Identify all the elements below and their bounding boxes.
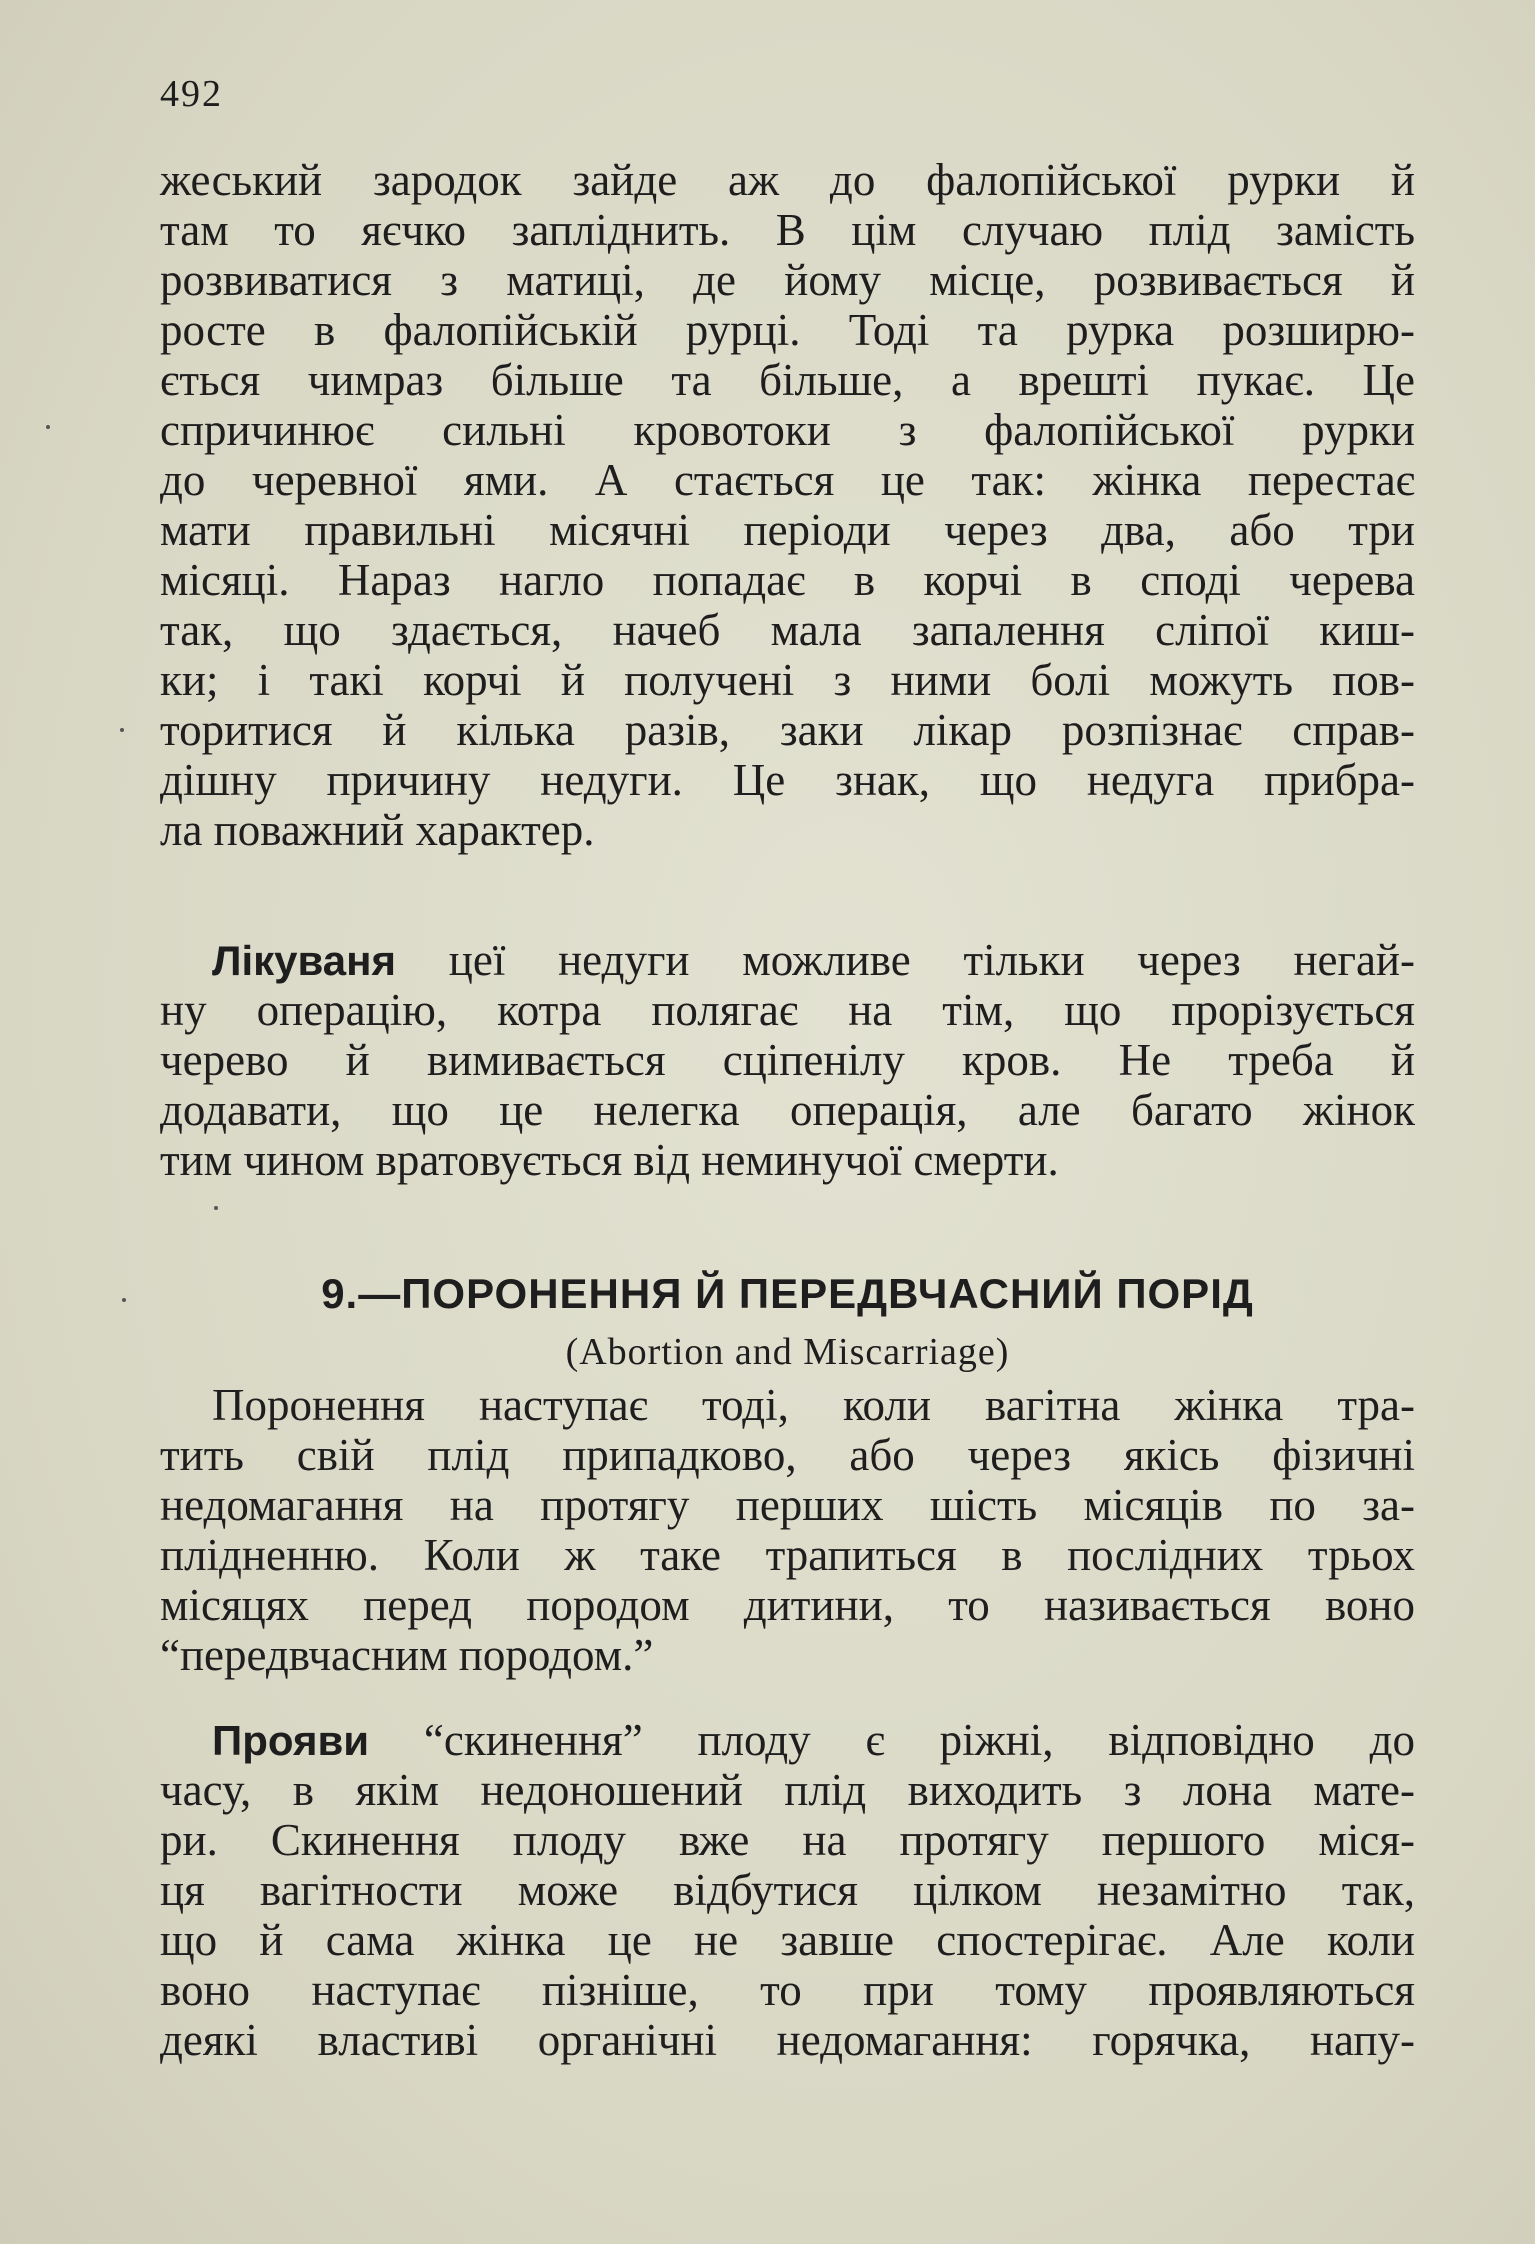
text-line: черево й вимивається сціпенілу кров. Не треба й [160, 1035, 1415, 1085]
text-line: плідненню. Коли ж таке трапиться в послідних трьох [160, 1530, 1415, 1580]
text-line [160, 935, 1415, 985]
text-line: тим чином вратовується від неминучої смерти. [160, 1135, 1059, 1185]
text-line: мати правильні місячні періоди через два, або три [160, 505, 1415, 555]
section2-paragraph [160, 1380, 1415, 1680]
print-speck [122, 1298, 126, 1302]
text-line: ри. Скинення плоду вже на протягу першого міся- [160, 1815, 1415, 1865]
text-line: так, що здається, начеб мала запалення сліпої киш- [160, 605, 1415, 655]
treatment-term: Лікуваня [212, 937, 397, 984]
section-subheading: (Abortion and Miscarriage) [565, 1331, 1010, 1373]
text-line: спричинює сильні кровотоки з фалопійської рурки [160, 405, 1415, 455]
text-line: недомагання на протягу перших шість місяців по за- [160, 1480, 1415, 1530]
text-line: ється чимраз більше та більше, а врешті пукає. Це [160, 355, 1415, 405]
treatment-paragraph [160, 935, 1415, 1185]
text-line: там то яєчко заплiднить. В цім случаю плід замість [160, 205, 1415, 255]
text-line: торитися й кілька разів, заки лікар розпізнає справ- [160, 705, 1415, 755]
section1-paragraph [160, 155, 1415, 855]
text-line: воно наступає пізніше, то при тому проявляються [160, 1965, 1415, 2015]
text-line: часу, в якім недоношений плід виходить з лона мате- [160, 1765, 1415, 1815]
text-line: росте в фалопійській рурці. Тоді та рурка розширю- [160, 305, 1415, 355]
text-line: додавати, що це нелегка операція, але багато жінок [160, 1085, 1415, 1135]
text-line: місяцях перед породом дитини, то називається воно [160, 1580, 1415, 1630]
text-line: ки; і такі корчі й получені з ними болі можуть пов- [160, 655, 1415, 705]
text-line: ла поважний характер. [160, 805, 595, 855]
text-line: деякі властиві органічні недомагання: горячка, напу- [160, 2015, 1415, 2065]
symptoms-first-line: “скинення” плоду є ріжні, відповідно до [369, 1715, 1415, 1765]
text-line: що й сама жінка це не завше спостерігає. Але коли [160, 1915, 1415, 1965]
print-speck [120, 728, 124, 732]
text-line: розвиватися з матиці, де йому місце, розвивається й [160, 255, 1415, 305]
symptoms-paragraph [160, 1715, 1415, 2065]
print-speck [214, 1206, 218, 1210]
text-line: ця вагітности може відбутися цілком незамітно так, [160, 1865, 1415, 1915]
text-line: “передвчасним породом.” [160, 1630, 654, 1680]
text-line: дішну причину недуги. Це знак, що недуга прибра- [160, 755, 1415, 805]
text-line: жеський зародок зайде аж до фалопійської рурки й [160, 155, 1415, 205]
page-number: 492 [160, 73, 223, 115]
print-speck [46, 425, 50, 429]
text-line: ну операцію, котра полягає на тім, що прорізується [160, 985, 1415, 1035]
treatment-first-line: цеї недуги можливе тільки через негай- [396, 935, 1415, 985]
text-line: місяці. Нараз нагло попадає в корчі в споді черева [160, 555, 1415, 605]
text-line: Поронення наступає тоді, коли вагітна жінка тра- [212, 1380, 1415, 1430]
text-line: тить свій плід припадково, або через якісь фізичні [160, 1430, 1415, 1480]
section-heading: 9.—ПОРОНЕННЯ Й ПЕРЕДВЧАСНИЙ ПОРІД [321, 1270, 1254, 1317]
text-line: до черевної ями. А стається це так: жінка перестає [160, 455, 1415, 505]
symptoms-term: Прояви [212, 1717, 370, 1764]
text-line [160, 1715, 1415, 1765]
